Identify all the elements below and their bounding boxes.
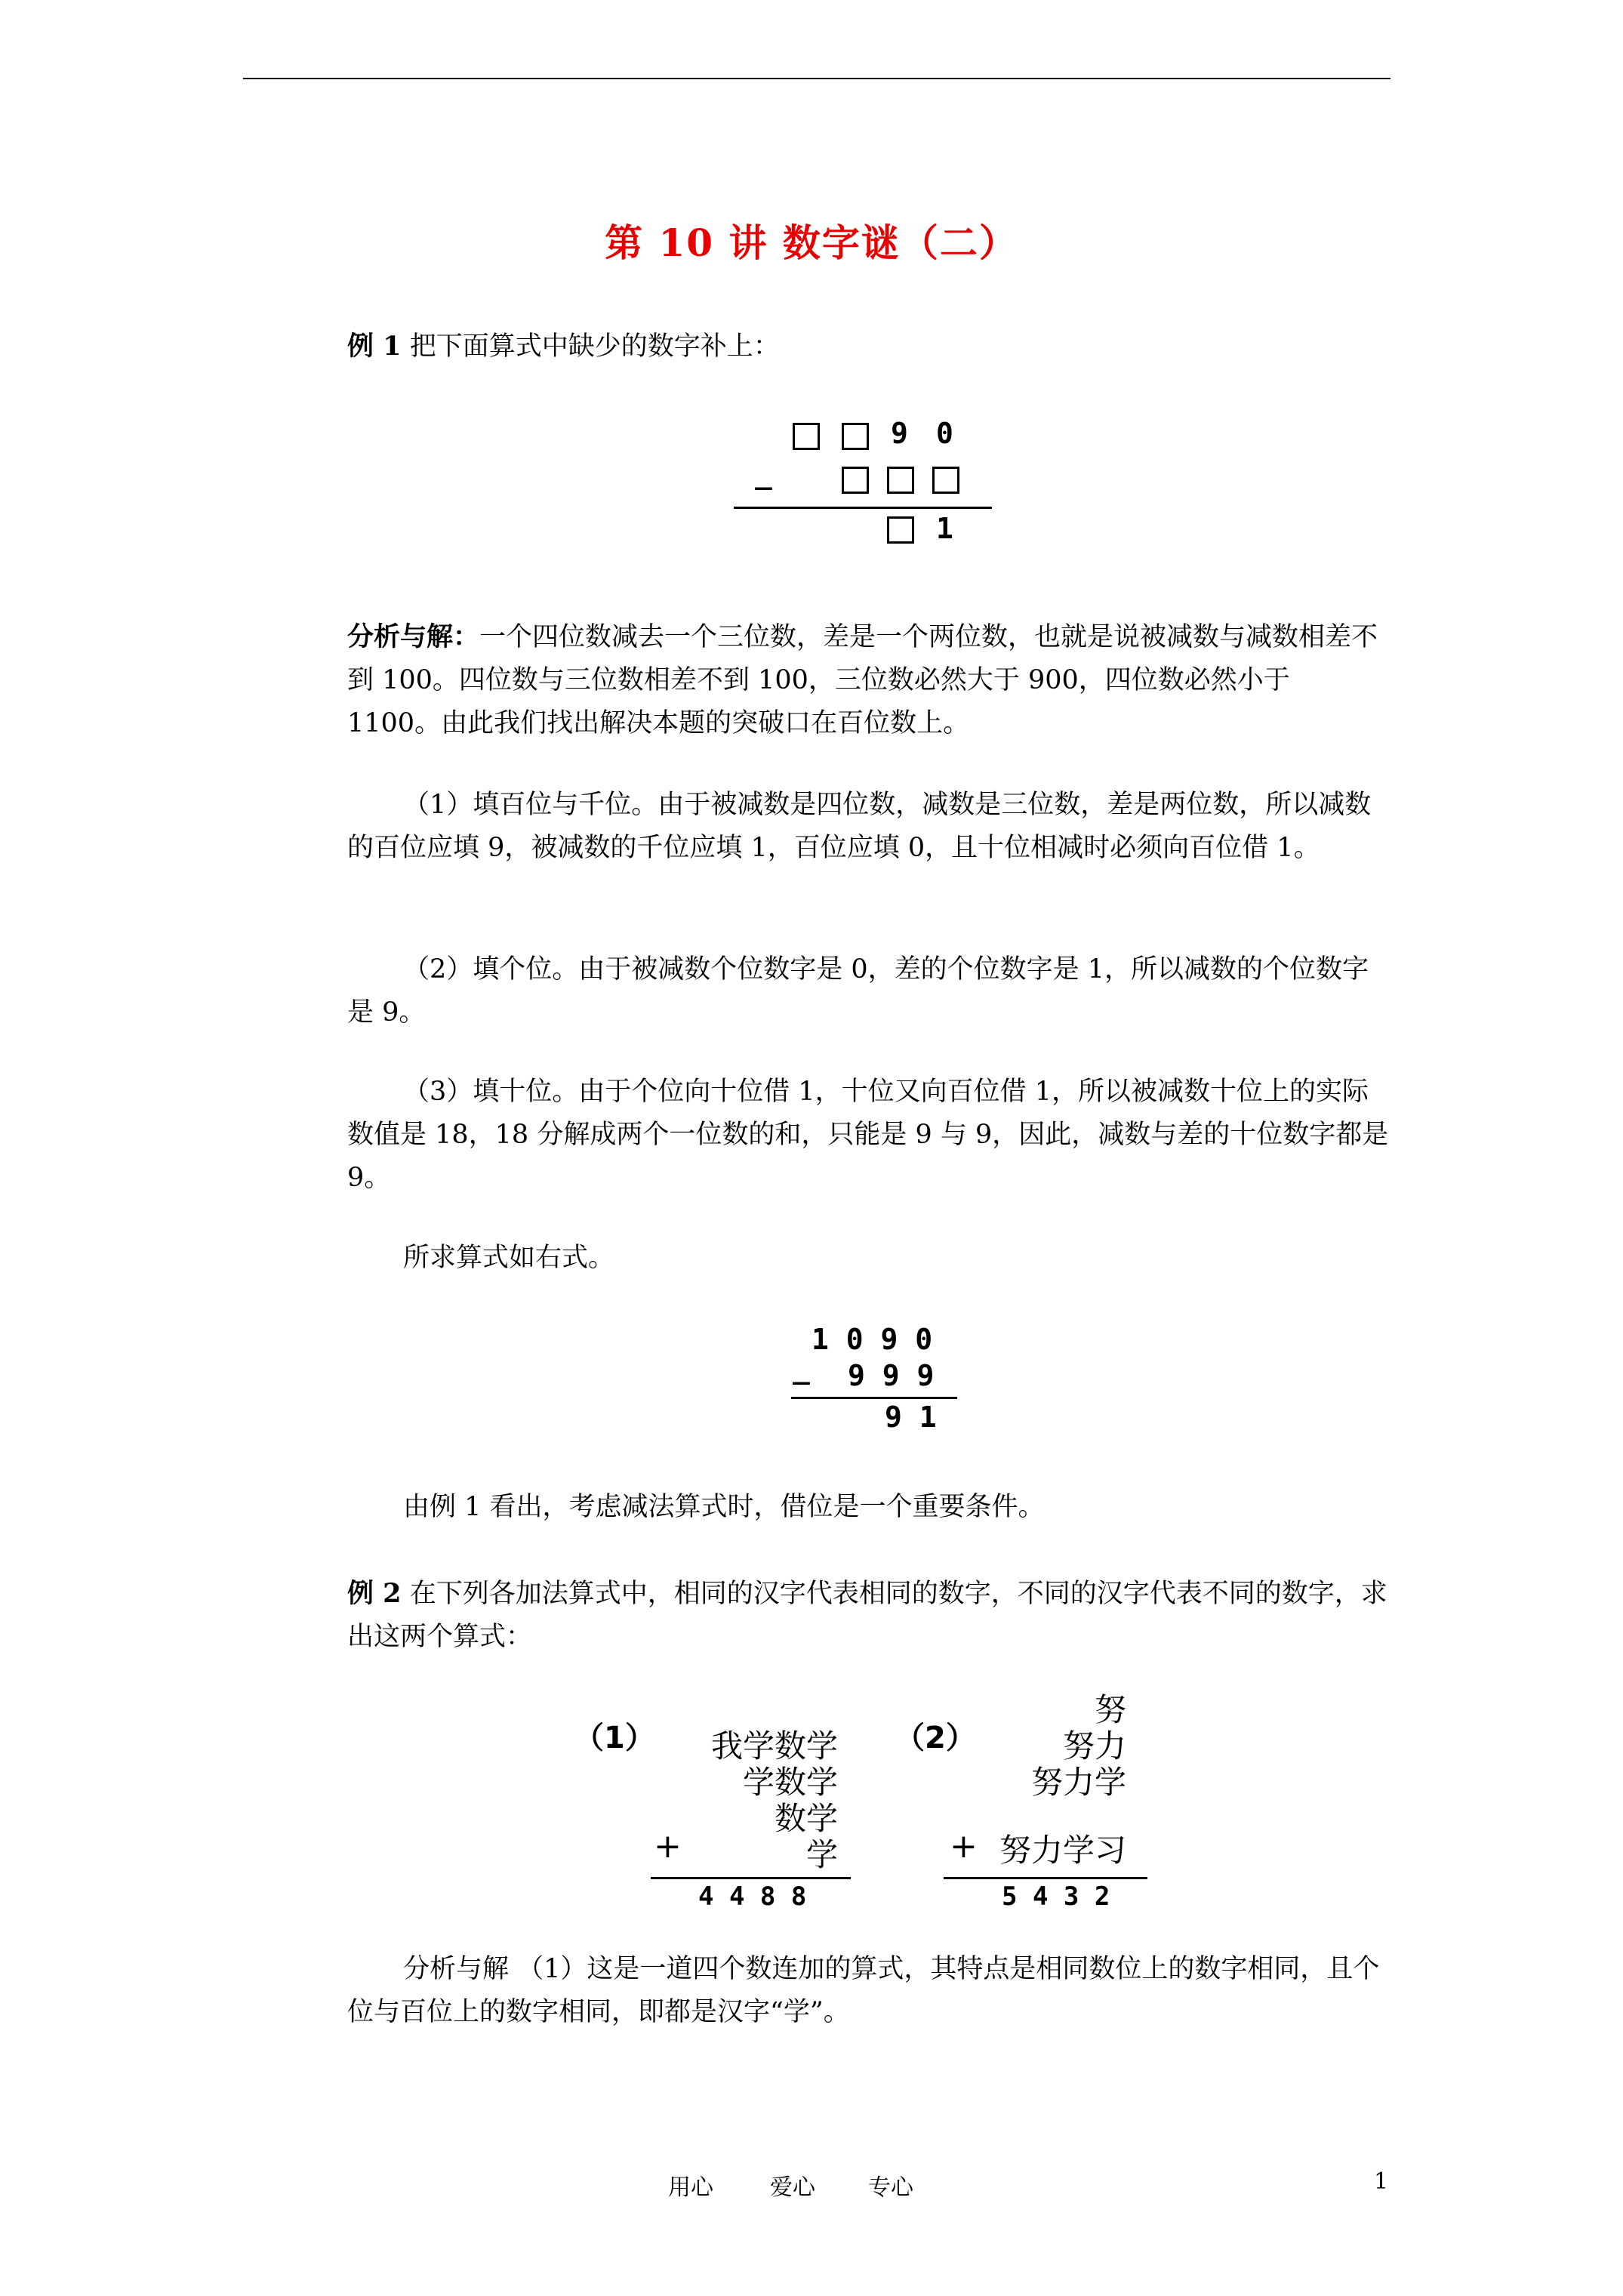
footer-item: 专心: [868, 2174, 913, 2201]
step-4: 所求算式如右式。: [403, 1243, 615, 1273]
subtrahend: 9 9 9: [848, 1359, 935, 1392]
step-3: （3）填十位。由于个位向十位借 1，十位又向百位借 1，所以被减数十位上的实际数值是 18，18 分解成两个一位数的和，只能是 9 与 9，因此，减数与差的十位数字都是 9。: [347, 1077, 1389, 1193]
addend-row: 学数学: [742, 1764, 838, 1801]
minus-sign: _: [755, 457, 772, 490]
blank-box: [887, 516, 914, 544]
sum: 4 4 8 8: [698, 1881, 807, 1912]
sum: 5 4 3 2: [1002, 1881, 1110, 1912]
addend-row: 数学: [774, 1800, 838, 1837]
addend-row: 努: [1094, 1691, 1126, 1728]
blank-box: [932, 467, 959, 494]
difference: 9 1: [885, 1401, 937, 1434]
analysis-text: 一个四位数减去一个三位数，差是一个两位数，也就是说被减数与减数相差不到 100。四位数与三位数相差不到 100，三位数必然大于 900，四位数必然小于 1100。由此我们找出解决本题的突破口在百位数上。: [347, 622, 1378, 738]
example-2: [347, 1572, 1389, 1659]
plus-sign: +: [950, 1827, 978, 1866]
puzzle-digit: 0: [936, 417, 953, 450]
step-2: （2）填个位。由于被减数个位数字是 0，差的个位数字是 1，所以减数的个位数字是 9。: [347, 954, 1369, 1028]
example-2-text: 在下列各加法算式中，相同的汉字代表相同的数字，不同的汉字代表不同的数字，求出这两个算式：: [347, 1579, 1387, 1652]
addend-row: 努力: [1062, 1727, 1126, 1764]
page-number: 1: [1374, 2168, 1389, 2195]
sum-line: [734, 507, 992, 509]
puzzle-label: （2）: [895, 1721, 976, 1755]
example-1: [347, 325, 1389, 368]
example-1-label: 例 1: [347, 331, 402, 362]
header-rule: [243, 78, 1390, 79]
minuend: 1 0 9 0: [812, 1323, 933, 1356]
page-title: 第 10 讲 数字谜（二）: [605, 220, 1018, 265]
analysis-2: 分析与解 （1）这是一道四个数连加的算式，其特点是相同数位上的数字相同，且个位与百位上的数字相同，即都是汉字“学”。: [347, 1954, 1380, 2027]
example-1-text: 把下面算式中缺少的数字补上：: [409, 331, 780, 362]
addend-row: 学: [805, 1836, 838, 1873]
footer-item: 爱心: [770, 2174, 815, 2201]
sum-line: [651, 1877, 851, 1879]
puzzle-digit: 1: [936, 512, 953, 545]
minus-sign: _: [793, 1351, 810, 1385]
sum-line: [944, 1877, 1147, 1879]
step-1: （1）填百位与千位。由于被减数是四位数，减数是三位数，差是两位数，所以减数的百位应填 9，被减数的千位应填 1，百位应填 0，且十位相减时必须向百位借 1。: [347, 790, 1372, 863]
blank-box: [842, 423, 869, 450]
blank-box: [793, 423, 820, 450]
note-1: 由例 1 看出，考虑减法算式时，借位是一个重要条件。: [403, 1492, 1045, 1522]
example-2-label: 例 2: [347, 1578, 402, 1609]
blank-box: [887, 467, 914, 494]
puzzle-digit: 9: [891, 417, 908, 450]
addend-row: 努力学: [1030, 1764, 1126, 1801]
sum-line: [791, 1397, 957, 1399]
plus-sign: +: [654, 1827, 682, 1866]
blank-box: [842, 467, 869, 494]
puzzle-label: （1）: [574, 1721, 655, 1755]
footer-item: 用心: [668, 2174, 713, 2201]
addend-row: 我学数学: [710, 1727, 838, 1764]
analysis-label: 分析与解：: [347, 621, 480, 652]
analysis-1: [347, 615, 1389, 745]
addend-row: 努力学习: [999, 1832, 1126, 1869]
